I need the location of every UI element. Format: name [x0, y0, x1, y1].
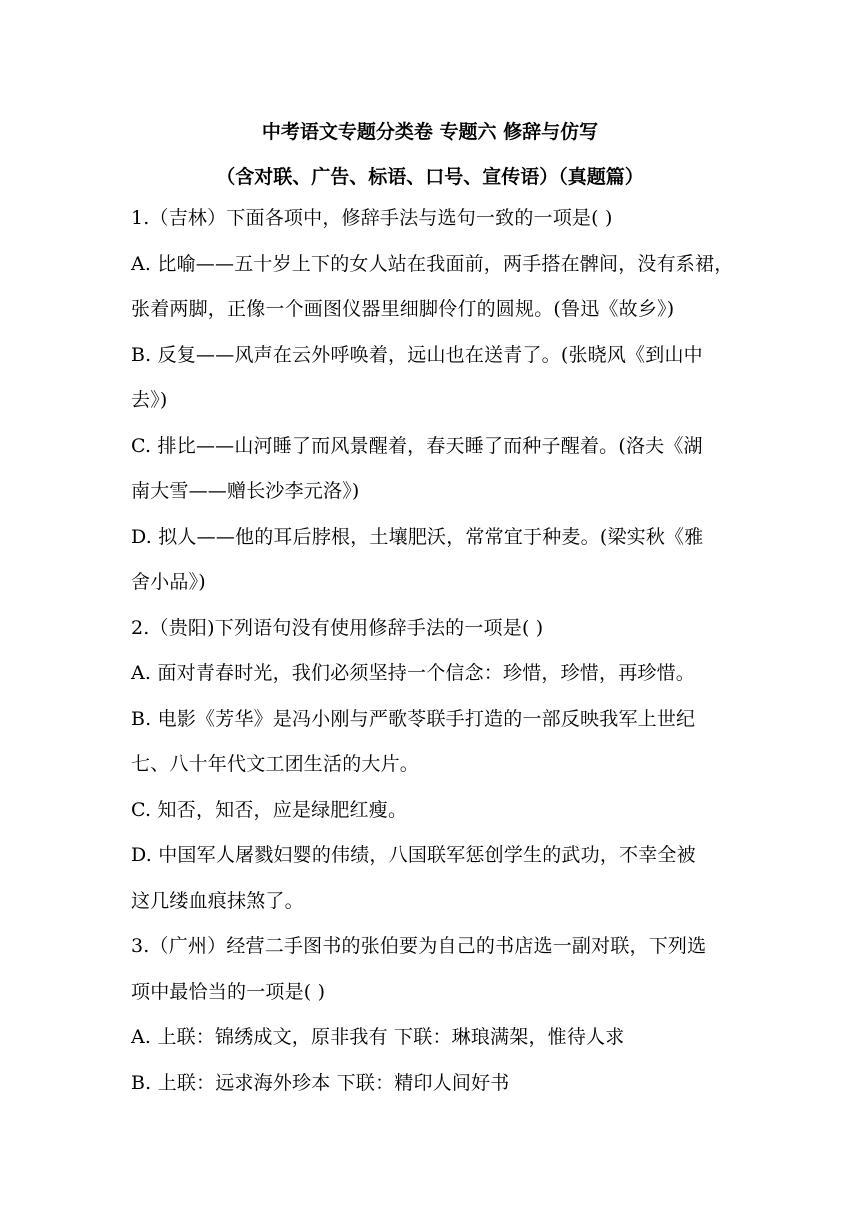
question-2-option-a: A. 面对青春时光，我们必须坚持一个信念：珍惜，珍惜，再珍惜。 — [131, 662, 696, 684]
question-3-option-b: B. 上联：远求海外珍本 下联：精印人间好书 — [131, 1072, 510, 1094]
question-2-option-d: D. 中国军人屠戮妇婴的伟绩，八国联军惩创学生的武功，不幸全被 — [131, 844, 696, 866]
question-1-option-b-cont: 去》) — [131, 389, 168, 411]
question-1-option-a-cont: 张着两脚，正像一个画图仪器里细脚伶仃的圆规。(鲁迅《故乡》) — [131, 298, 675, 320]
question-2-option-c: C. 知否，知否，应是绿肥红瘦。 — [131, 799, 408, 821]
question-1-option-c-cont: 南大雪——赠长沙李元洛》) — [131, 480, 360, 502]
question-2-option-d-cont: 这几缕血痕抹煞了。 — [131, 890, 304, 912]
question-2-option-b: B. 电影《芳华》是冯小刚与严歌苓联手打造的一部反映我军上世纪 — [131, 708, 696, 730]
question-1-option-b: B. 反复——风声在云外呼唤着，远山也在送青了。(张晓风《到山中 — [131, 344, 703, 366]
doc-title: 中考语文专题分类卷 专题六 修辞与仿写 — [261, 121, 599, 143]
question-3-option-a: A. 上联：锦绣成文，原非我有 下联：琳琅满架，惟待人求 — [131, 1026, 625, 1048]
question-1-option-d: D. 拟人——他的耳后脖根，土壤肥沃，常常宜于种麦。(梁实秋《雅 — [131, 526, 704, 548]
question-3-stem: 3.（广州）经营二手图书的张伯要为自己的书店选一副对联，下列选 — [131, 935, 707, 957]
question-1-option-d-cont: 舍小品》) — [131, 571, 206, 593]
question-1-option-c: C. 排比——山河睡了而风景醒着，春天睡了而种子醒着。(洛夫《湖 — [131, 435, 703, 457]
question-1-option-a: A. 比喻——五十岁上下的女人站在我面前，两手搭在髀间，没有系裙， — [131, 253, 734, 275]
question-1-stem: 1.（吉林）下面各项中，修辞手法与选句一致的一项是( ) — [131, 207, 613, 229]
question-3-stem-cont: 项中最恰当的一项是( ) — [131, 981, 326, 1003]
question-2-stem: 2.（贵阳)下列语句没有使用修辞手法的一项是( ) — [131, 617, 544, 639]
question-2-option-b-cont: 七、八十年代文工团生活的大片。 — [131, 753, 420, 775]
doc-subtitle: （含对联、广告、标语、口号、宣传语）（真题篇） — [216, 166, 644, 188]
